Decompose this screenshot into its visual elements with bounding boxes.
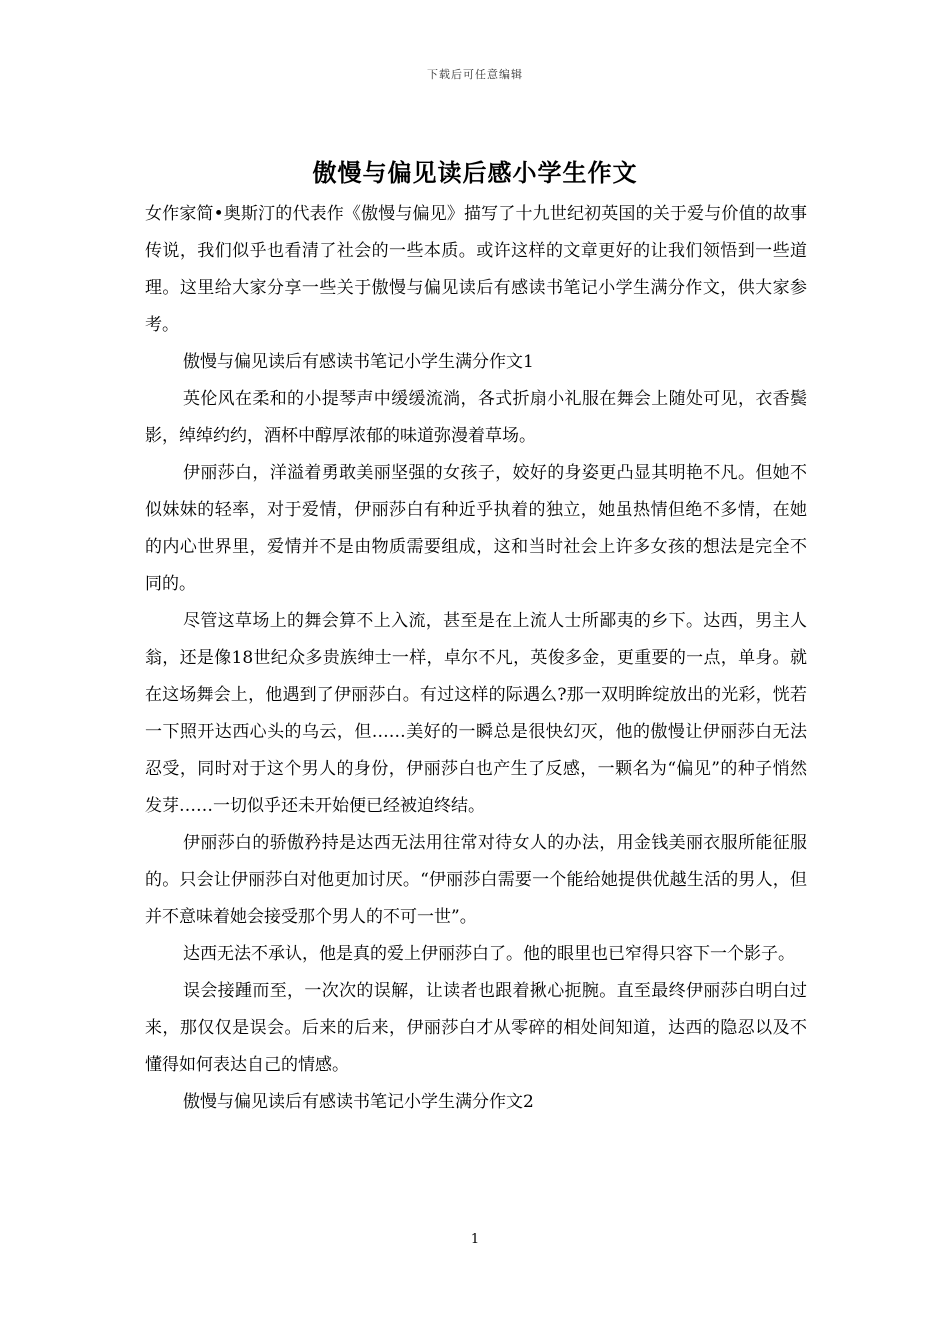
- body-paragraph: 伊丽莎白，洋溢着勇敢美丽坚强的女孩子，姣好的身姿更凸显其明艳不凡。但她不似妹妹的轻率，对于爱情，伊丽莎白有种近乎执着的独立，她虽热情但绝不多情，在她的内心世界里，爱情并不是由物质需要组成，这和当时社会上许多女孩的想法是完全不同的。: [145, 463, 807, 594]
- body-paragraph: 达西无法不承认，他是真的爱上伊丽莎白了。他的眼里也已窄得只容下一个影子。: [183, 944, 795, 964]
- section-heading-2: 傲慢与偏见读后有感读书笔记小学生满分作文2: [183, 1092, 534, 1112]
- body-paragraph: 英伦风在柔和的小提琴声中缓缓流淌，各式折扇小礼服在舞会上随处可见，衣香鬓影，绰绰约约，酒杯中醇厚浓郁的味道弥漫着草场。: [145, 389, 807, 446]
- body-paragraph: 伊丽莎白的骄傲矜持是达西无法用往常对待女人的办法，用金钱美丽衣服所能征服的。只会让伊丽莎白对他更加讨厌。“伊丽莎白需要一个能给她提供优越生活的男人，但并不意味着她会接受那个男人的不可一世”。: [145, 833, 807, 927]
- document-title: 傲慢与偏见读后感小学生作文: [312, 158, 638, 187]
- body-paragraph: 尽管这草场上的舞会算不上入流，甚至是在上流人士所鄙夷的乡下。达西，男主人翁，还是像18世纪众多贵族绅士一样，卓尔不凡，英俊多金，更重要的一点，单身。就在这场舞会上，他遇到了伊丽莎白。有过这样的际遇么?那一双明眸绽放出的光彩，恍若一下照开达西心头的乌云，但……美好的一瞬总是很快幻灭，他的傲慢让伊丽莎白无法忍受，同时对于这个男人的身份，伊丽莎白也产生了反感，一颗名为“偏见”的种子悄然发芽……一切似乎还未开始便已经被迫终结。: [145, 611, 807, 816]
- section-heading-1: 傲慢与偏见读后有感读书笔记小学生满分作文1: [183, 352, 534, 372]
- header-note: 下载后可任意编辑: [427, 68, 523, 81]
- body-paragraph: 误会接踵而至，一次次的误解，让读者也跟着揪心扼腕。直至最终伊丽莎白明白过来，那仅仅是误会。后来的后来，伊丽莎白才从零碎的相处间知道，达西的隐忍以及不懂得如何表达自己的情感。: [145, 981, 807, 1075]
- intro-paragraph: 女作家简•奥斯汀的代表作《傲慢与偏见》描写了十九世纪初英国的关于爱与价值的故事传说，我们似乎也看清了社会的一些本质。或许这样的文章更好的让我们领悟到一些道理。这里给大家分享一些关于傲慢与偏见读后有感读书笔记小学生满分作文，供大家参考。: [145, 204, 807, 335]
- page-number: 1: [470, 1232, 480, 1247]
- document-body: [145, 196, 807, 1121]
